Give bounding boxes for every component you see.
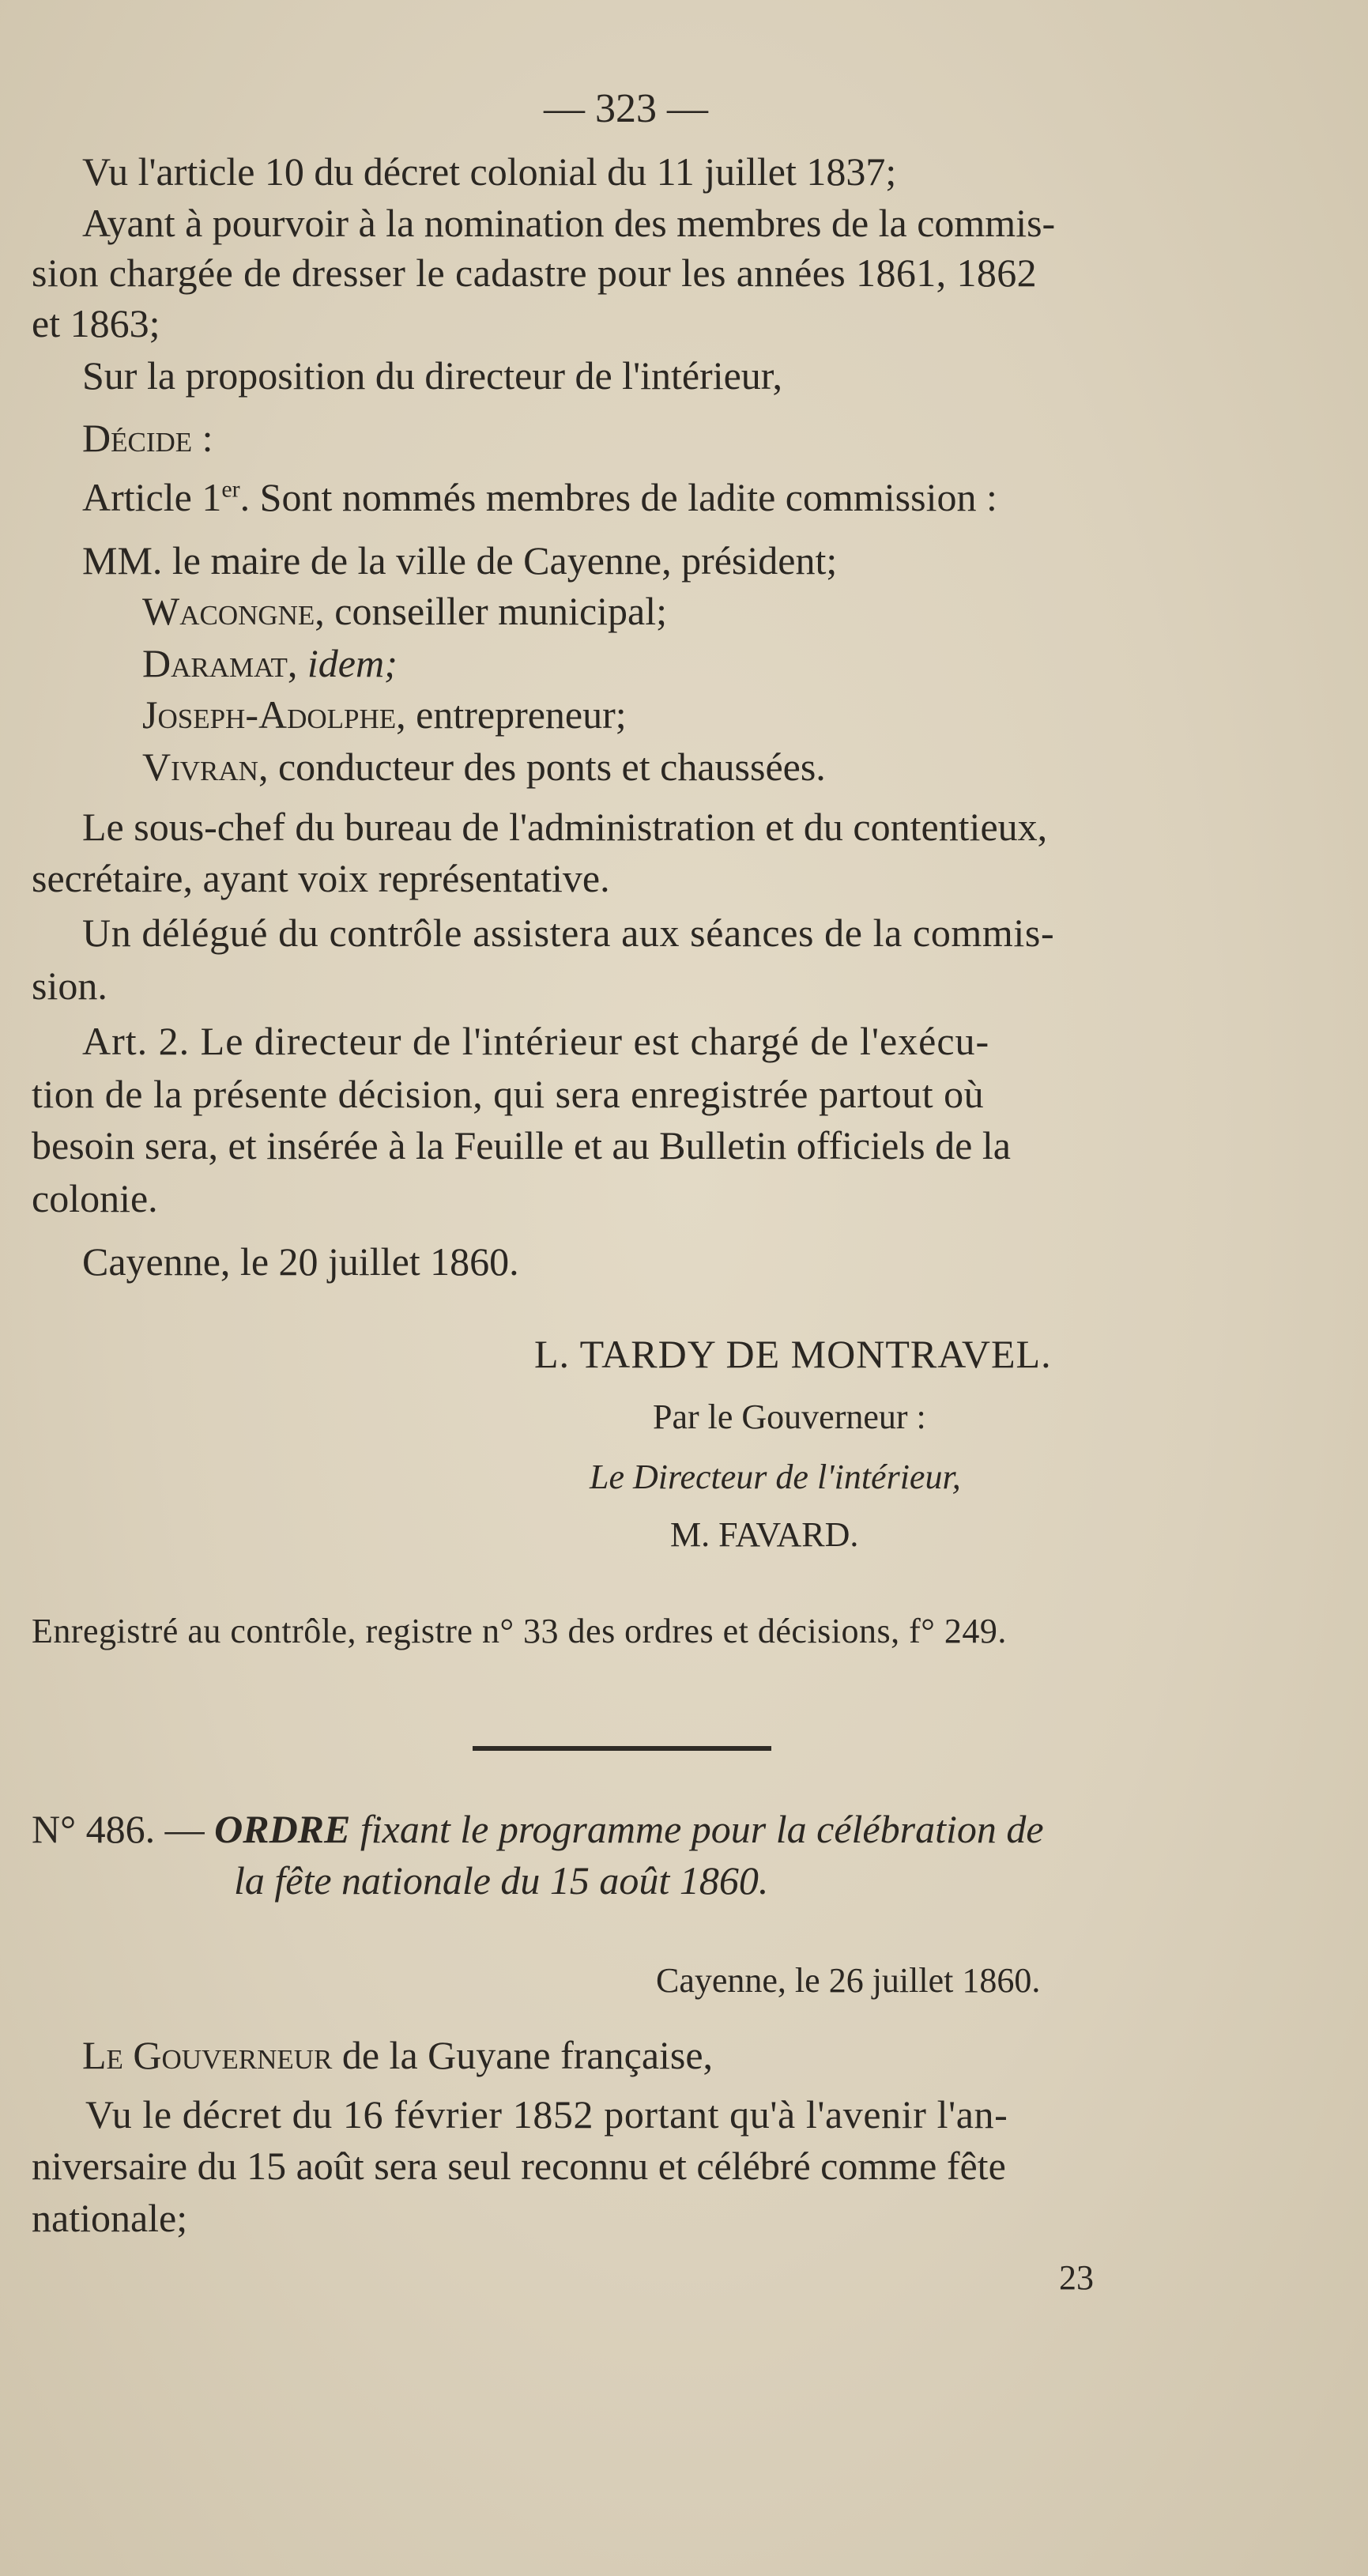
text-line: sion chargée de dresser le cadastre pour les années 1861, 1862	[32, 251, 1038, 295]
text-line: Un délégué du contrôle assistera aux séances de la commis-	[82, 911, 1055, 955]
text-span: Article 1	[82, 475, 222, 519]
text-span: , conducteur des ponts et chaussées.	[258, 745, 826, 789]
text-span: , entrepreneur;	[396, 692, 627, 737]
text-span: ORDRE	[214, 1807, 351, 1851]
text-span: ,	[287, 641, 307, 685]
text-line: secrétaire, ayant voix représentative.	[32, 856, 610, 900]
text-span: idem;	[307, 641, 398, 685]
section-divider	[473, 1746, 771, 1751]
text-line: niversaire du 15 août sera seul reconnu et célébré comme fête	[32, 2144, 1006, 2188]
text-line: sion.	[32, 964, 107, 1008]
member-line	[142, 643, 398, 683]
text-line: tion de la présente décision, qui sera enregistrée partout où	[32, 1072, 985, 1116]
text-line	[82, 2035, 713, 2075]
dateline: Cayenne, le 20 juillet 1860.	[82, 1239, 519, 1284]
text-span: , conseiller municipal;	[315, 589, 667, 633]
signature-line: Le Directeur de l'intérieur,	[590, 1458, 961, 1496]
member-line	[142, 692, 627, 737]
text-line: Art. 2. Le directeur de l'intérieur est chargé de l'exécu-	[82, 1019, 990, 1063]
text-span: . Sont nommés membres de ladite commission :	[239, 475, 997, 519]
member-line	[142, 591, 667, 631]
decide-heading: Décide :	[82, 416, 213, 460]
member-name: Daramat	[142, 641, 288, 685]
text-line: Vu l'article 10 du décret colonial du 11 juillet 1837;	[82, 149, 897, 194]
text-line: MM. le maire de la ville de Cayenne, président;	[82, 538, 838, 583]
signatory-name: L. TARDY DE MONTRAVEL.	[534, 1332, 1052, 1376]
text-line: et 1863;	[32, 301, 160, 345]
member-line	[142, 745, 826, 789]
text-line: nationale;	[32, 2196, 188, 2240]
text-span: N° 486. —	[32, 1807, 215, 1851]
text-span: de la Guyane française,	[332, 2033, 714, 2077]
member-name: Joseph-Adolphe	[142, 692, 397, 737]
governor-title: Le Gouverneur	[82, 2033, 333, 2077]
text-line: Sur la proposition du directeur de l'intérieur,	[82, 353, 782, 398]
dateline: Cayenne, le 26 juillet 1860.	[656, 1961, 1041, 2000]
member-name: Vivran	[142, 745, 258, 789]
text-line: Le sous-chef du bureau de l'administration et du contentieux,	[82, 805, 1048, 849]
member-name: Wacongne	[142, 589, 315, 633]
signature-mark: 23	[1059, 2258, 1094, 2297]
text-line	[82, 203, 1295, 243]
signature-line: M. FAVARD.	[670, 1515, 859, 1554]
signature-line: Par le Gouverneur :	[653, 1397, 926, 1436]
superscript: er	[221, 476, 240, 503]
text-span: Ayant à pourvoir à la nomination des membres de la commis-	[82, 201, 1056, 245]
order-heading	[32, 1809, 1044, 1849]
registration-note: Enregistré au contrôle, registre n° 33 des ordres et décisions, f° 249.	[32, 1612, 1007, 1650]
text-span: fixant le programme pour la célébration de	[350, 1807, 1044, 1851]
article-1-heading	[82, 477, 997, 517]
text-line: Vu le décret du 16 février 1852 portant qu'à l'avenir l'an-	[85, 2092, 1008, 2137]
text-line: besoin sera, et insérée à la Feuille et au Bulletin officiels de la	[32, 1123, 1011, 1167]
page-number: — 323 —	[544, 86, 708, 131]
text-line: colonie.	[32, 1176, 158, 1220]
order-heading-2: la fête nationale du 15 août 1860.	[234, 1858, 769, 1903]
